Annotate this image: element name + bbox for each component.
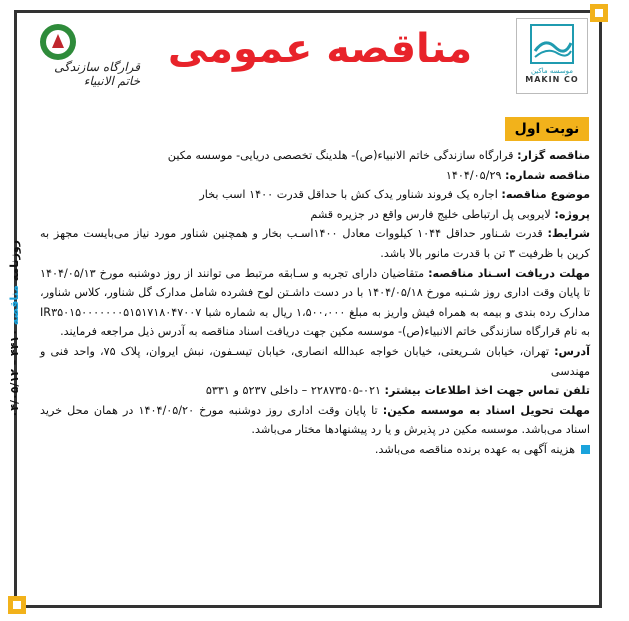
row-text: قدرت شـناور حداقل ۱۰۴۴ کیلووات معادل ۱۴۰۰اسـب بخار و همچنین شناور مورد نیاز می‌بایست مجهز به کرین با ظرفیت ۳ تن با قدرت مانور بالا باشد. xyxy=(40,227,590,260)
ad-row xyxy=(40,264,590,342)
row-text: تهران، خیابان شـریعتی، خیابان خواجه عبدالله انصاری، خیابان تیسـفون، نبش ایروان، پلاک ۷۵، واحد فنی و مهندسی xyxy=(40,344,590,378)
row-label: پروژه: xyxy=(554,207,590,221)
makin-caption-en: MAKIN CO xyxy=(525,75,579,84)
row-text: قرارگاه سازندگی خاتم الانبیاء(ص)- هلدینگ تخصصی دریایی- موسسه مکین xyxy=(167,149,518,162)
row-text: اجاره یک فروند شناور یدک کش با حداقل قدرت ۱۴۰۰ اسب بخار xyxy=(199,188,502,202)
side-caption xyxy=(8,240,21,600)
ad-row xyxy=(40,401,590,440)
row-text: تا پایان وقت اداری روز دوشنبه مورخ ۱۴۰۴/۰۵/۲۰ در همان محل خرید اسناد می‌باشد. موسسه مکین در پذیرش و یا رد پیشنهادها مختار می‌باشد. xyxy=(40,403,590,437)
ad-note xyxy=(40,440,590,460)
ad-row xyxy=(40,185,590,205)
row-label: آدرس: xyxy=(554,344,590,358)
row-text: متقاضیان دارای تجربه و سـابقه مرتبط می توانند از روز دوشنبه مورخ ۱۴۰۴/۰۵/۱۳ تا پایان وقت اداری روز شـنبه مورخ ۱۴۰۴/۰۵/۱۸ با در دست داشـتن لوح فشرده شامل مدارک گل شناور، کلاس شناور، مدارک رده بندی و بیمه به همراه فیش واریز به مبلغ ۱،۵۰۰،۰۰۰ ریال به شماره شبا IR۳۵۰۱۵۰۰۰۰۰۰۰۵۱۵۱۷۱۸۰۴۷۰۰۷ به نام قرارگاه سازندگی خاتم الانبیاء(ص)- موسسه مکین جهت دریافت اسناد مناقصه به آدرس ذیل مراجعه فرمایند. xyxy=(40,266,590,339)
page-title: مناقصه عمومی xyxy=(167,26,473,72)
row-label: موضوع مناقصه: xyxy=(501,188,590,202)
side-brand: مناقصه xyxy=(8,285,21,326)
makin-logo xyxy=(516,18,588,94)
ad-row xyxy=(40,342,590,381)
ad-row xyxy=(40,224,590,263)
ad-row xyxy=(40,146,590,166)
row-label: مهلت تحویل اسناد به موسسه مکین: xyxy=(382,403,590,417)
ad-row xyxy=(40,381,590,401)
wave-icon xyxy=(529,23,575,65)
row-label: مناقصه شماره: xyxy=(505,168,590,182)
turn-badge: نوبت اول xyxy=(505,117,589,141)
row-label: شرایط: xyxy=(547,227,590,241)
ad-row xyxy=(40,205,590,225)
ad-row xyxy=(40,166,590,186)
khatam-emblem-icon xyxy=(38,22,78,62)
row-text: ۰۲۱-۲۲۸۷۳۵۰۵ – داخلی ۵۲۳۷ و ۵۳۳۱ xyxy=(205,384,385,398)
side-paper: روزنامه xyxy=(8,240,21,282)
row-label: تلفن تماس جهت اخذ اطلاعات بیشتر: xyxy=(384,384,590,398)
khatam-caption: قرارگاه سازندگی خاتم الانبیاء xyxy=(54,60,140,88)
row-label: مهلت دریافت اسـناد مناقصه: xyxy=(428,266,590,280)
row-text: لایروبی پل ارتباطی خلیج فارس واقع در جزیره قشم xyxy=(310,207,555,221)
ad-body xyxy=(40,146,590,460)
row-label: مناقصه گزار: xyxy=(517,149,590,162)
makin-caption-fa: موسسه ماکین xyxy=(530,67,574,75)
side-issue: ۴۴۱۰ – ۰۴/۰۵/۱۲ xyxy=(8,329,21,418)
row-text: ۱۴۰۴/۰۵/۲۹ xyxy=(445,168,506,182)
square-bullet-icon xyxy=(581,445,590,454)
note-text: هزینه آگهی به عهده برنده مناقصه می‌باشد. xyxy=(374,442,575,456)
corner-decoration xyxy=(590,4,608,22)
